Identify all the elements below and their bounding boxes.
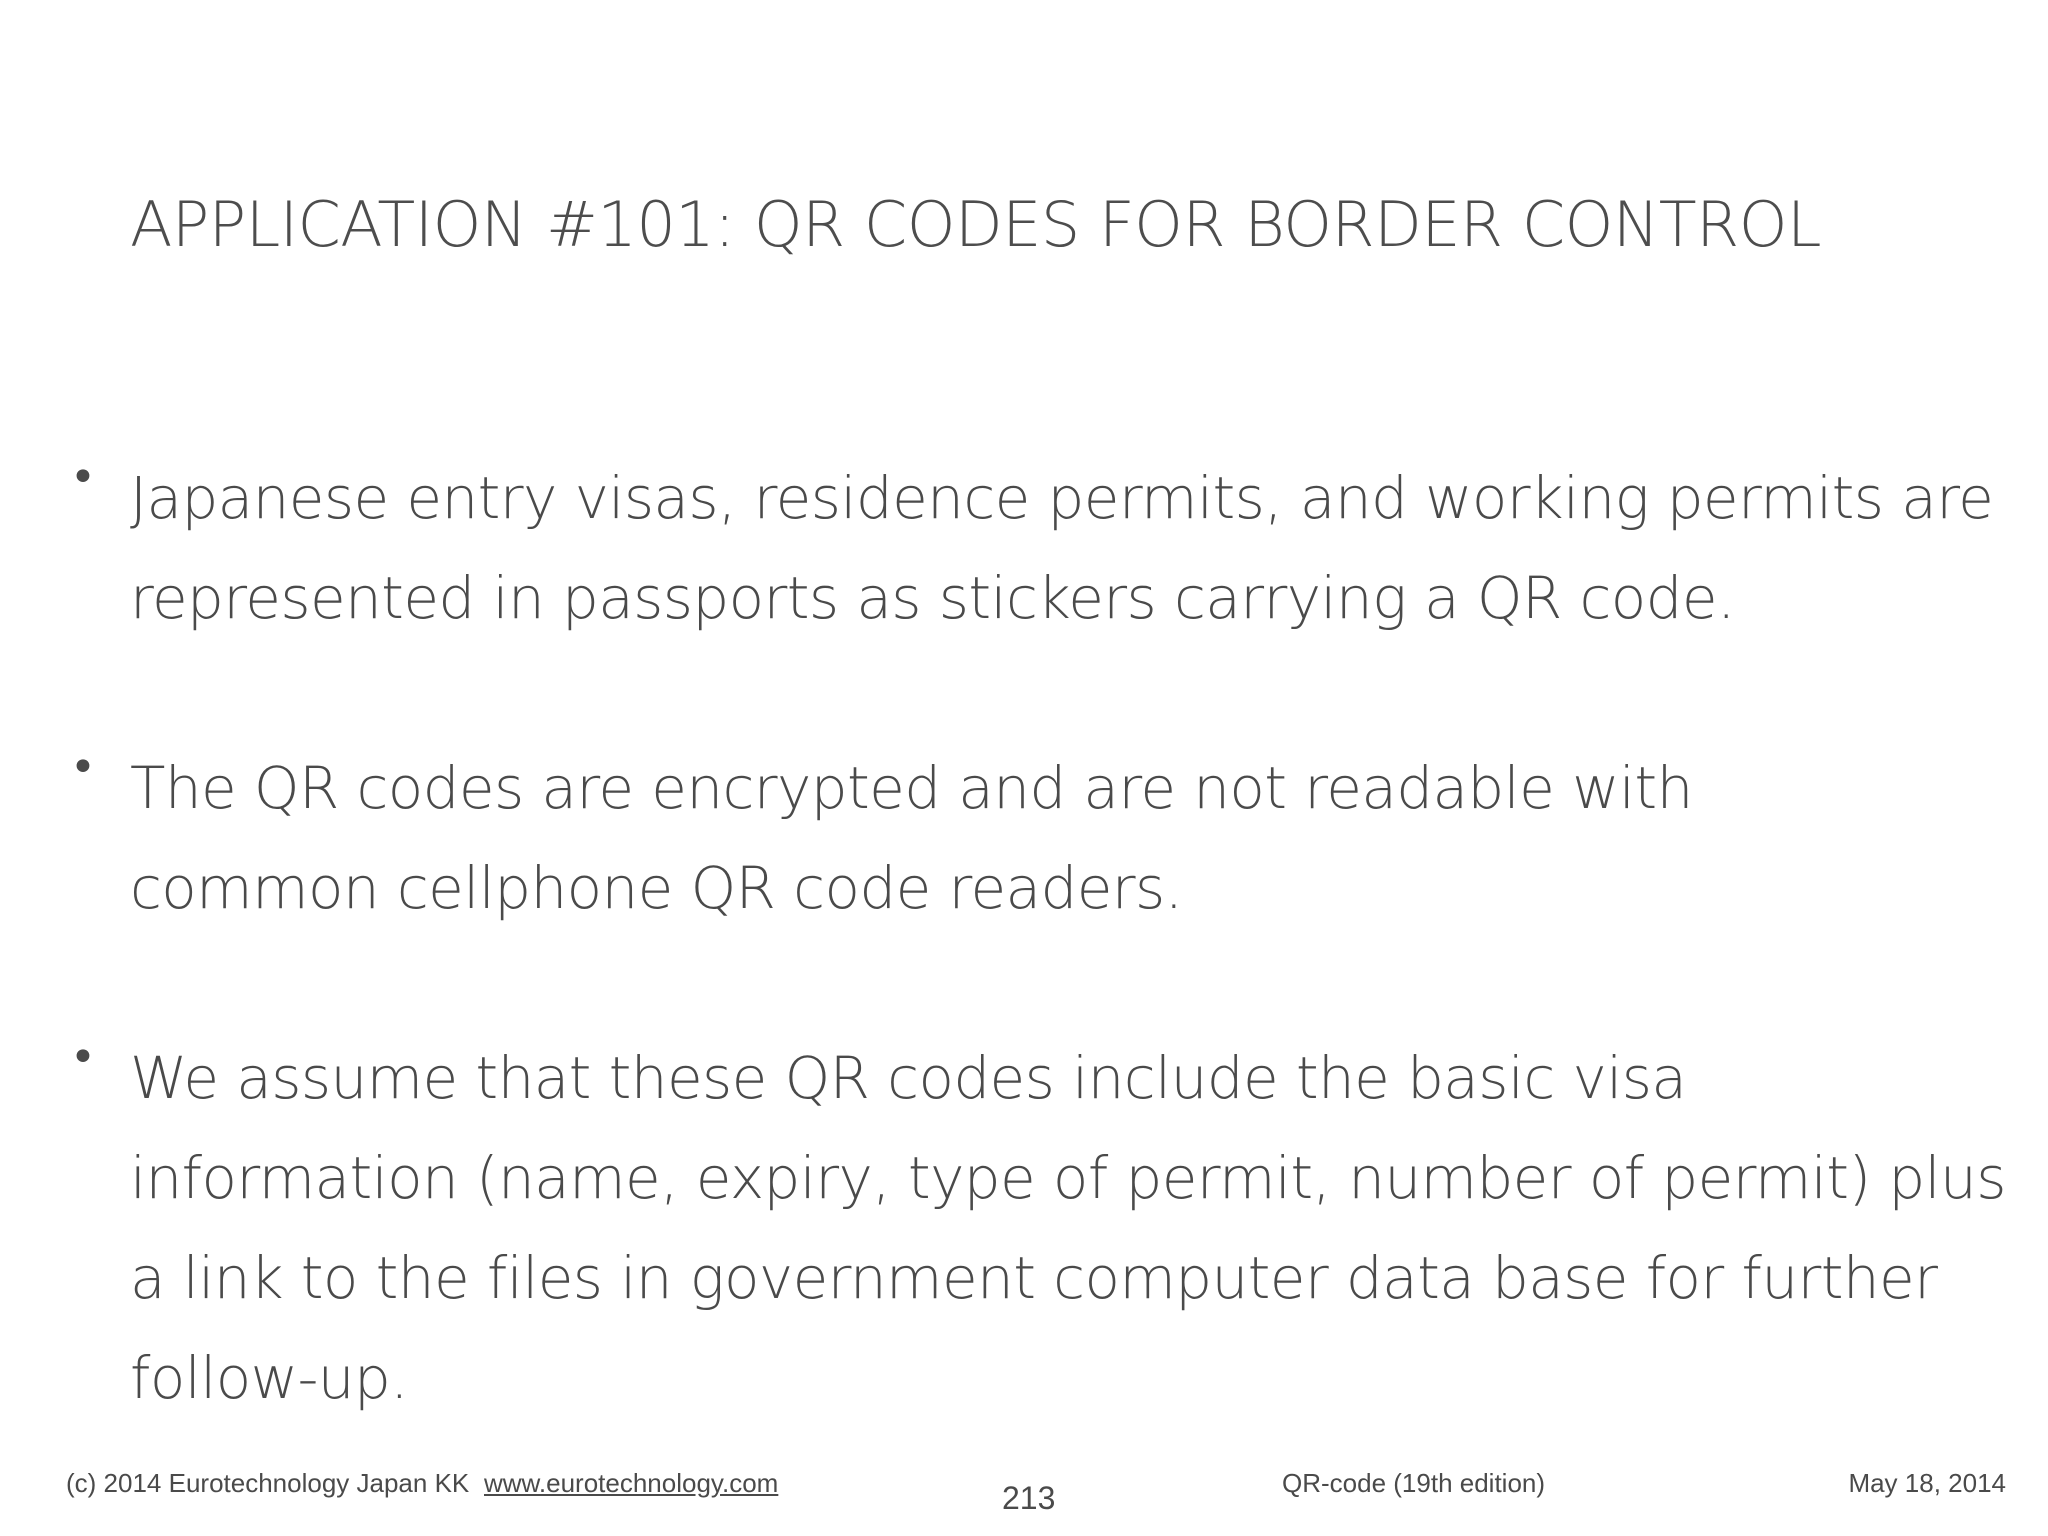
bullet-item-assumption <box>70 1028 2010 1428</box>
footer-edition: QR-code (19th edition) <box>1282 1468 1546 1498</box>
bullet-line: represented in passports as stickers carrying a QR code. <box>130 564 1735 632</box>
bullet-line: We assume that these QR codes include the basic visa <box>130 1044 1687 1112</box>
footer-date: May 18, 2014 <box>1848 1468 2006 1498</box>
bullet-line: information (name, expiry, type of permit, number of permit) plus <box>130 1144 2006 1212</box>
bullet-text <box>130 738 2010 938</box>
bullet-marker: • <box>70 742 96 793</box>
bullet-line: The QR codes are encrypted and are not readable with <box>130 754 1693 822</box>
footer-website-link[interactable]: www.eurotechnology.com <box>484 1468 779 1498</box>
slide-footer <box>0 1468 2048 1528</box>
bullet-marker: • <box>70 1032 96 1083</box>
bullet-line: follow-up. <box>130 1344 408 1412</box>
slide-title: APPLICATION #101: QR CODES FOR BORDER CONTROL <box>130 188 1822 261</box>
bullet-item-visas <box>70 448 2010 648</box>
bullet-line: a link to the files in government computer data base for further <box>130 1244 1938 1312</box>
bullet-item-encrypted <box>70 738 2010 938</box>
bullet-text <box>130 448 2010 648</box>
bullet-marker: • <box>70 452 96 503</box>
bullet-line: Japanese entry visas, residence permits, and working permits are <box>130 464 1994 532</box>
footer-page-number: 213 <box>1002 1480 1056 1516</box>
footer-copyright: (c) 2014 Eurotechnology Japan KK <box>66 1468 470 1498</box>
bullet-text <box>130 1028 2010 1428</box>
bullet-line: common cellphone QR code readers. <box>130 854 1183 922</box>
